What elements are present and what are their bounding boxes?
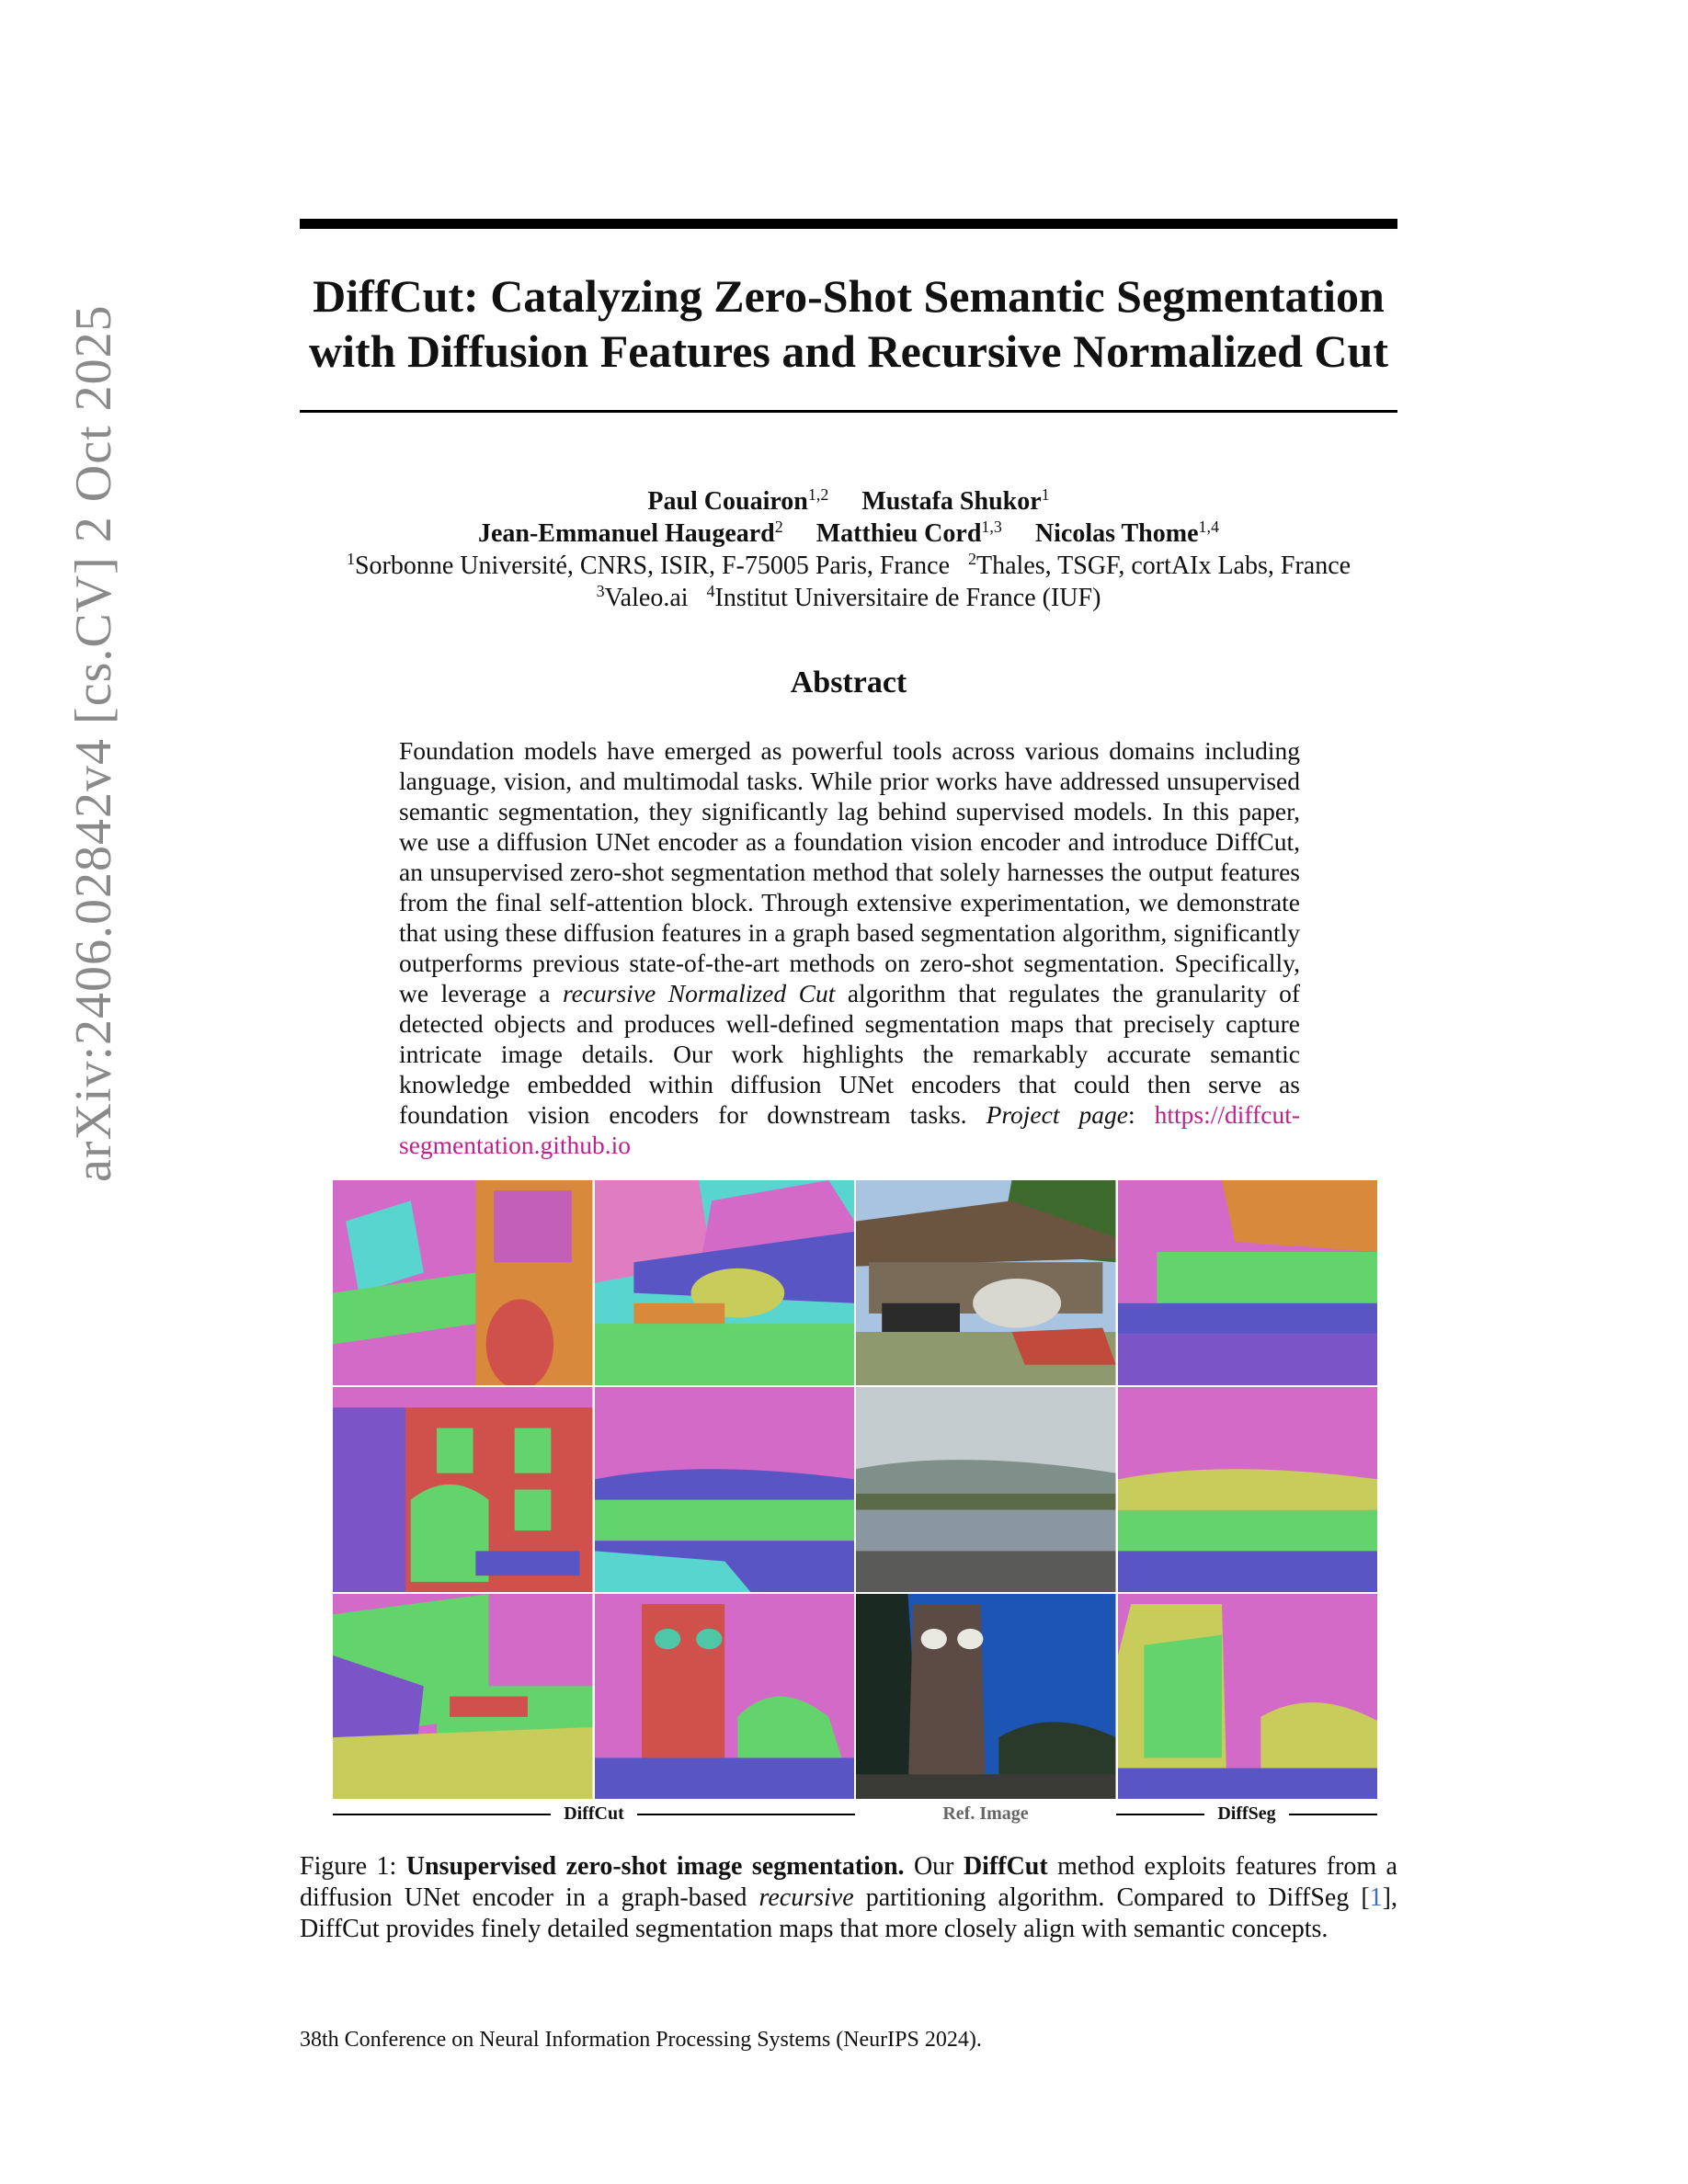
sublabel-diffseg-text: DiffSeg	[1217, 1803, 1276, 1824]
project-page-label: Project page	[986, 1100, 1128, 1129]
reference-image-clock-tower	[856, 1594, 1116, 1799]
affiliation-line-1	[276, 550, 1421, 582]
affiliation-text: Thales, TSGF, cortAIx Labs, France	[976, 552, 1352, 580]
abstract-text: Foundation models have emerged as powerful tools across various domains including language, vision, and multimodal tasks. While prior works have addressed unsupervised semantic segmentation, they significantly lag behind supervised models. In this paper, we use a diffusion UNet encoder as a foundation vision encoder and introduce DiffCut, an unsupervised zero-shot segmentation method that solely harnesses the output features from the final self-attention block. Through extensive experimentation, we demonstrate that using these diffusion features in a graph based segmentation algorithm, significantly outperforms previous state-of-the-art methods on zero-shot segmentation. Specifically, we leverage a	[399, 736, 1300, 1007]
sublabel-ref-text: Ref. Image	[942, 1803, 1029, 1824]
author-affiliation: 1,3	[981, 518, 1002, 536]
caption-bold: Unsupervised zero-shot image segmentation.	[405, 1852, 905, 1881]
arxiv-stamp: arXiv:2406.02842v4 [cs.CV] 2 Oct 2025	[65, 304, 122, 1182]
diffseg-image-truck	[1118, 1180, 1378, 1385]
author-name: Mustafa Shukor	[861, 487, 1042, 516]
caption-text: method exploits features from a diffusion UNet encoder in a graph-based	[300, 1852, 1397, 1912]
abstract-text: algorithm that regulates the granularity of detected objects and produces well-defined segmentation maps that precisely capture intricate image details. Our work highlights the remarkably accurate semantic knowledge embedded within diffusion UNet encoders that could then serve as foundation vision encoders for downstream tasks.	[399, 979, 1300, 1129]
author-affiliation: 2	[774, 518, 783, 536]
conference-footer: 38th Conference on Neural Information Processing Systems (NeurIPS 2024).	[300, 2028, 982, 2052]
caption-bold: DiffCut	[963, 1852, 1048, 1881]
abstract-heading: Abstract	[790, 665, 907, 700]
title-rule-bottom	[300, 410, 1397, 413]
figure-sublabels	[333, 1803, 1377, 1831]
author-name: Paul Couairon	[647, 487, 808, 516]
caption-text: Our	[904, 1852, 964, 1881]
figure-1-grid	[333, 1180, 1377, 1799]
affiliation-text: Sorbonne Université, CNRS, ISIR, F-75005 Paris, France	[354, 552, 951, 580]
title-line-2: with Diffusion Features and Recursive Normalized Cut	[309, 325, 1388, 377]
diffcut-image-street	[333, 1594, 593, 1799]
author-line-1	[276, 485, 1421, 518]
title-line-1: DiffCut: Catalyzing Zero-Shot Semantic Segmentation	[313, 270, 1385, 322]
affiliation-number: 1	[346, 550, 355, 568]
caption-text: partitioning algorithm. Compared to DiffSeg [	[853, 1883, 1370, 1912]
affiliation-line-2	[276, 582, 1421, 614]
author-affiliation: 1,2	[807, 485, 829, 504]
caption-text: Figure 1:	[300, 1852, 406, 1881]
diffcut-image-truck	[595, 1180, 855, 1385]
author-line-2	[276, 518, 1421, 550]
diffcut-image-harbor	[595, 1387, 855, 1592]
author-block	[276, 485, 1421, 614]
author-affiliation: 1,4	[1198, 518, 1220, 536]
diffseg-image-harbor	[1118, 1387, 1378, 1592]
diffcut-image-clock-tower	[595, 1594, 855, 1799]
sublabel-diffcut-text: DiffCut	[564, 1803, 624, 1824]
diffcut-image-house	[333, 1387, 593, 1592]
caption-text: ], DiffCut provides finely detailed segmentation maps that more closely align with semantic concepts.	[300, 1883, 1397, 1943]
reference-image-truck	[856, 1180, 1116, 1385]
abstract-text: :	[1127, 1100, 1155, 1129]
sublabel-ref	[855, 1803, 1116, 1825]
abstract-body	[399, 735, 1300, 1160]
diffcut-image-chair-dog	[333, 1180, 593, 1385]
caption-emphasis: recursive	[758, 1883, 854, 1912]
author-name: Nicolas Thome	[1034, 519, 1199, 548]
project-page-link[interactable]: https://diffcut-segmentation.github.io	[399, 1100, 1300, 1159]
affiliation-number: 3	[596, 582, 605, 600]
author-affiliation: 1	[1041, 485, 1050, 504]
author-name: Jean-Emmanuel Haugeard	[477, 519, 775, 548]
diffseg-image-clock-tower	[1118, 1594, 1378, 1799]
reference-image-harbor	[856, 1387, 1116, 1592]
affiliation-text: Valeo.ai	[604, 584, 689, 612]
affiliation-text: Institut Universitaire de France (IUF)	[714, 584, 1101, 612]
citation-link[interactable]: 1	[1369, 1883, 1383, 1912]
paper-title	[300, 268, 1397, 379]
figure-caption	[300, 1851, 1397, 1945]
sublabel-diffseg	[1116, 1803, 1377, 1825]
affiliation-number: 2	[968, 550, 977, 568]
affiliation-number: 4	[706, 582, 715, 600]
abstract-emphasis: recursive Normalized Cut	[562, 979, 836, 1007]
title-rule-top	[300, 219, 1397, 229]
author-name: Matthieu Cord	[815, 519, 982, 548]
sublabel-diffcut	[333, 1803, 855, 1825]
